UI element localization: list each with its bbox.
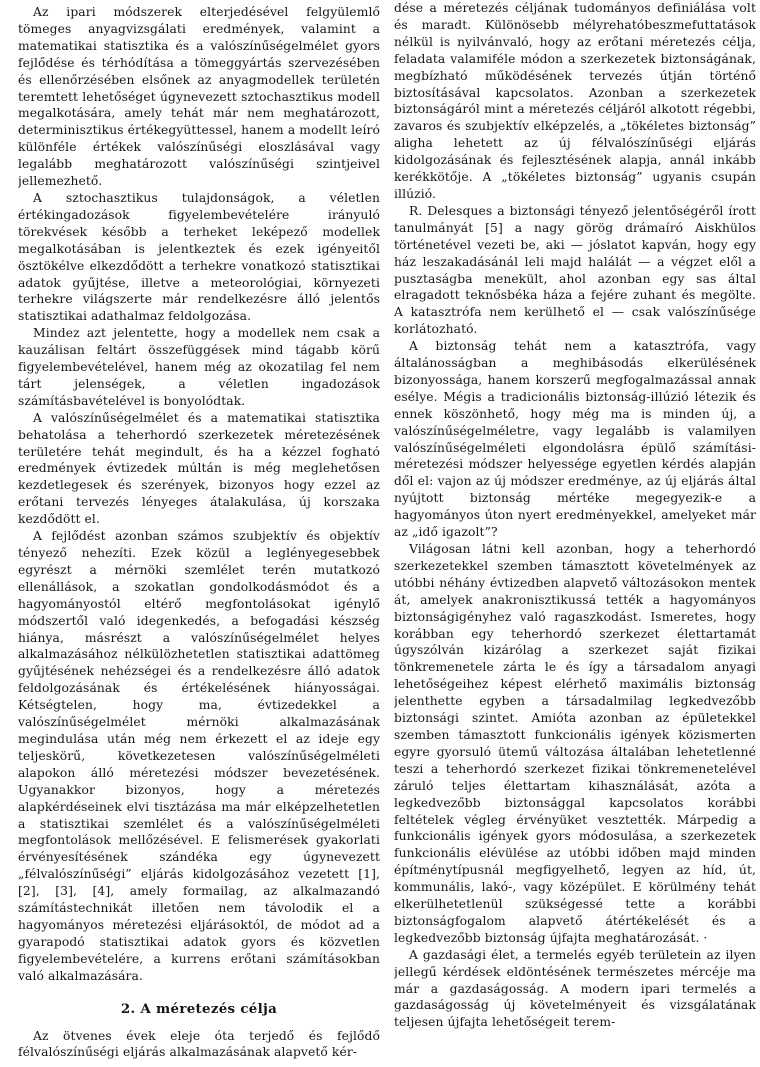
right-column: [394, 0, 756, 1067]
paragraph: A biztonság tehát nem a katasztrófa, vagy általánosságban a meghibásodás elkerülésének bizonyossága, hanem korszerű megfogalmazással annak esélye. Mégis a tradicionális biztonság-illúzió létezik és ennek köszönhető, hogy még ma is minden új, a valószínűségelméletre, vagy legalább is valamilyen valószínűségelméleti elgondolásra épülő számítási-méretezési módszer helyessége egyetlen kérdés alapján dől el: vajon az új módszer eredménye, az új eljárás által nyújtott biztonság mértéke megegyezik-e a hagyományos úton nyert eredményekkel, amelyeket már az „idő igazolt”?: [394, 339, 756, 540]
paragraph: A sztochasztikus tulajdonságok, a véletlen értékingadozások figyelembevételére irányuló törekvések később a terheket leképező modellek megalkotásában is jelentkeztek és ezek igényeitől ösztökélve elkezdődött a terhekre vonatkozó statisztikai adatok gyűjtése, illetve a meteorológiai, környezeti terhekre világszerte már rendelkezésre álló jelentős statisztikai adathalmaz feldolgozása.: [18, 190, 380, 324]
paragraph: Az ötvenes évek eleje óta terjedő és fejlődő félvalószínűségi eljárás alkalmazásának alapvető kér-: [18, 1028, 380, 1060]
paragraph: A valószínűségelmélet és a matematikai statisztika behatolása a teherhordó szerkezetek méretezésének területére tehát megindult, és ha a kézzel fogható eredmények évtizedek múltán is még meglehetősen kezdetlegesek és szerények, bizonyos hogy ezzel az erőtani tervezés lényeges átalakulása, új korszaka kezdődött el.: [18, 410, 380, 527]
paragraph: Az ipari módszerek elterjedésével felgyülemlő tömeges anyagvizsgálati eredmények, valamint a matematikai statisztika és a valószínűségelmélet gyors fejlődése és térhódítása a tömeggyártás szervezésében és ellenőrzésében elsőnek az anyagmodellek területén teremtett lehetőséget úgynevezett sztochasztikus modell megalkotására, amely tehát már nem meghatározott, determinisztikus értékegyüttessel, hanem a modellt leíró különféle értékek valószínűségi eloszlásával vagy legalább meghatározott valószínűségi szintjeivel jellemezhető.: [18, 5, 380, 189]
paragraph: R. Delesques a biztonsági tényező jelentőségéről írott tanulmányát [5] a nagy görög drámaíró Aiskhülos történetével vezeti be, aki — jóslatot kapván, hogy egy ház leszakadásánál leli majd halálát — a végzet elől a pusztaságba menekült, ahol azonban egy sas által elragadott teknősbéka háza a fejére zuhant és megölte. A katasztrófa nem kerülhető el — csak valószínűsége korlátozható.: [394, 203, 756, 337]
paragraph: Világosan látni kell azonban, hogy a teherhordó szerkezetekkel szemben támasztott követelmények az utóbbi néhány évtizedben alapvető változásokon mentek át, amelyek anakronisztikussá tették a hagyományos biztonságigényhez való ragaszkodást. Ismeretes, hogy korábban egy teherhordó szerkezet élettartamát úgyszólván kizárólag a szerkezet saját fizikai tönkremenetele zárta le és így a társadalom anyagi lehetőségeihez képest elérhető maximális biztonság jelenthette egyben a társadalmilag legkedvezőbb biztonsági szintet. Amióta azonban az épületekkel szemben támasztott funkcionális igények közismerten egyre gyorsuló ütemű változása általában lehetetlenné teszi a teherhordó szerkezet fizikai tönkremenetelével záruló teljes élettartam kihasználását, azóta a legkedvezőbb biztonsággal kapcsolatos korábbi feltételek végleg érvényüket vesztették. Márpedig a funkcionális igények gyors módosulása, a szerkezetek funkcionális elévülése az utóbbi időben majd minden építménytípusnál megfigyelhető, legyen az híd, út, kommunális, lakó-, vagy középület. E körülmény tehát elkerülhetetlenül szükségessé tette a korábbi biztonságfogalom alapvető átértékelését és a legkedvezőbb biztonság újfajta meghatározását. ·: [394, 542, 756, 945]
paragraph: A gazdasági élet, a termelés egyéb területein az ilyen jellegű kérdések eldöntésének természetes mércéje ma már a gazdaságosság. A modern ipari termelés a gazdaságosság új követelményeit és vizsgálatának teljesen újfajta lehetőségeit terem-: [394, 947, 756, 1030]
paragraph-continuation: dése a méretezés céljának tudományos definiálása volt és maradt. Különösebb mélyrehatóbeszmefuttatások nélkül is nyilvánvaló, hogy az erőtani méretezés célja, feladata valamiféle módon a szerkezetek biztonságának, megbízható működésének tervezés útján történő biztosításával kapcsolatos. Azonban a szerkezetek biztonságáról mint a méretezés céljáról alkotott régebbi, zavaros és szubjektív elképzelés, a „tökéletes biztonság” aligha lehetett az új félvalószínűségi eljárás kidolgozásának és fejlesztésének alapja, annál inkább kerékkötője. A „tökéletes biztonság” ugyanis csupán illúzió.: [394, 1, 756, 201]
paragraph: Mindez azt jelentette, hogy a modellek nem csak a kauzálisan feltárt összefüggések mind tágabb körű figyelembevételével, hanem még az okozatilag fel nem tárt jelenségek, a véletlen ingadozások számításbavételével is bonyolódtak.: [18, 326, 380, 408]
left-column: [18, 0, 380, 1067]
paragraph: A fejlődést azonban számos szubjektív és objektív tényező nehezíti. Ezek közül a leglényegesebbek egyrészt a mérnöki szemlélet terén mutatkozó ellenállások, a szokatlan gondolkodásmódot és a hagyományostól eltérő megfontolásokat igénylő módszertől való idegenkedés, a befogadási készség hiánya, másrészt a valószínűségelmélet helyes alkalmazásához nélkülözhetetlen statisztikai adattömeg gyűjtésének nehézségei és a rendelkezésre álló adatok feldolgozásának és értékelésének hiányosságai. Kétségtelen, hogy ma, évtizedekkel a valószínűségelmélet mérnöki alkalmazásának megindulása után még nem érkezett el az ideje egy teljeskörű, következetesen valószínűségelméleti alapokon álló méretezési módszer bevezetésének. Ugyanakkor bizonyos, hogy a méretezés alapkérdéseinek elvi tisztázása ma már elképzelhetetlen a statisztikai szemlélet és a valószínűségelméleti megfontolások mellőzésével. E felismerések gyakorlati érvényesítésének szándéka egy úgynevezett „félvalószínűségi” eljárás kidolgozásához vezetett [1], [2], [3], [4], amely formailag, az alkalmazandó számítástechnikát illetően nem távolodik el a hagyományos méretezési eljárásoktól, de módot ad a gyarapodó statisztikai adatok gyors és közvetlen figyelembevételére, a kurrens erőtani számításokban való alkalmazására.: [18, 529, 380, 983]
section-heading: 2. A méretezés célja: [120, 1000, 278, 1017]
